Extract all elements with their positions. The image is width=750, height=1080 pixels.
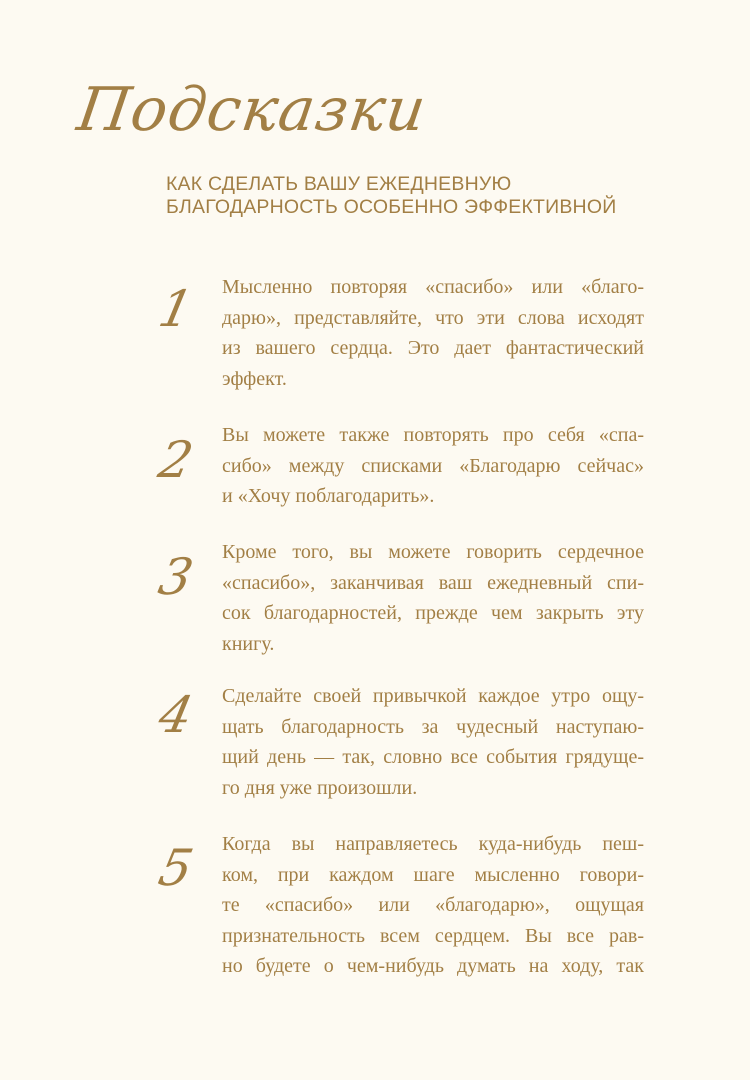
tip-line: из вашего сердца. Это дает фантастический: [222, 337, 644, 359]
tip-number: 1: [153, 280, 198, 338]
tip-line: сок благодарностей, прежде чем закрыть эту: [222, 602, 644, 624]
tip-line: Сделайте своей привычкой каждое утро ощу-: [222, 685, 644, 707]
tip-line: «спасибо», заканчивая ваш ежедневный спи-: [222, 571, 644, 594]
tip-line: и «Хочу поблагодарить».: [222, 485, 435, 507]
tip-text: [222, 272, 644, 394]
page-subtitle: [166, 173, 646, 219]
tip-number: 2: [153, 431, 198, 489]
tip-text: [222, 681, 644, 803]
tip-number: 4: [153, 686, 198, 744]
tip-number: 3: [153, 548, 198, 606]
tip-text: [222, 829, 644, 982]
tip-text: [222, 420, 644, 512]
tip-line: Мысленно повторяя «спасибо» или «благо-: [222, 276, 644, 298]
subtitle-line: КАК СДЕЛАТЬ ВАШУ ЕЖЕДНЕВНУЮ: [166, 173, 512, 195]
tip-line: признательность всем сердцем. Вы все рав-: [222, 924, 644, 947]
tip-line: Вы можете также повторять про себя «спа-: [222, 424, 644, 446]
tip-line: Кроме того, вы можете говорить сердечное: [222, 541, 644, 563]
tip-line: щий день — так, словно все события грядуще-: [222, 746, 644, 768]
tip-line: го дня уже произошли.: [222, 776, 418, 799]
tip-line: щать благодарность за чудесный наступаю-: [222, 715, 644, 738]
tip-line: те «спасибо» или «благодарю», ощущая: [222, 894, 644, 916]
tip-line: эффект.: [222, 367, 287, 390]
tip-line: книгу.: [222, 632, 275, 655]
tip-line: дарю», представляйте, что эти слова исходят: [222, 306, 644, 329]
tip-line: Когда вы направляетесь куда-нибудь пеш-: [222, 833, 644, 855]
tip-line: ком, при каждом шаге мысленно говори-: [222, 863, 644, 886]
subtitle-line: БЛАГОДАРНОСТЬ ОСОБЕННО ЭФФЕКТИВНОЙ: [166, 196, 617, 218]
tip-line: но будете о чем-нибудь думать на ходу, так: [222, 955, 644, 977]
tip-text: [222, 537, 644, 659]
tip-number: 5: [153, 839, 198, 897]
page-title: Подсказки: [73, 75, 431, 145]
tip-line: сибо» между списками «Благодарю сейчас»: [222, 454, 644, 477]
